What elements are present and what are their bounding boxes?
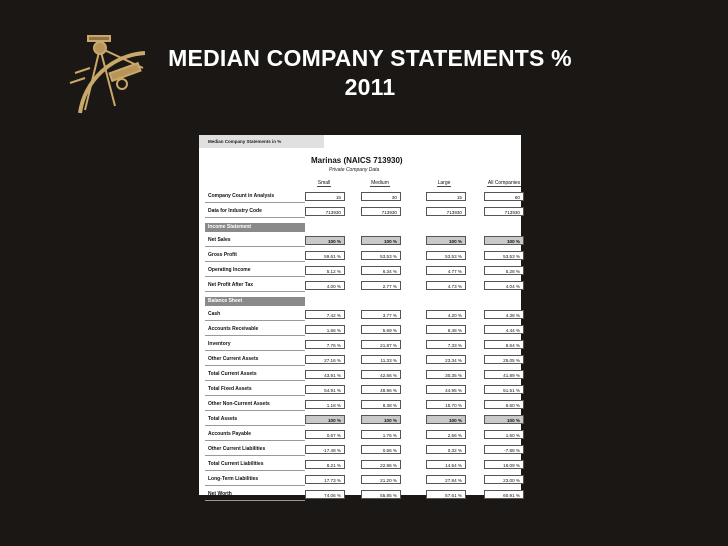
slide-title-line2: 2011 <box>344 74 396 100</box>
value-cell: 21.87 % <box>361 340 401 349</box>
value-cell: 60 <box>484 192 524 201</box>
column-header-label: All Companies <box>487 180 521 186</box>
value-cell: 5.28 % <box>484 266 524 275</box>
slide-title <box>155 44 585 102</box>
row-label: Long-Term Liabilities <box>208 476 259 482</box>
row-divider <box>205 485 305 486</box>
row-divider <box>205 335 305 336</box>
value-cell: 0.66 % <box>361 445 401 454</box>
value-cell: 30.35 % <box>426 370 466 379</box>
value-cell: 8.21 % <box>305 460 345 469</box>
column-header <box>299 180 349 186</box>
row-divider <box>205 440 305 441</box>
row-label: Accounts Payable <box>208 431 252 437</box>
row-label: Other Current Assets <box>208 356 259 362</box>
value-cell: 6.48 % <box>426 325 466 334</box>
value-cell: 41.89 % <box>484 370 524 379</box>
value-cell: 4.20 % <box>426 310 466 319</box>
table-row <box>205 385 520 395</box>
table-row <box>205 415 520 425</box>
column-header <box>479 180 529 186</box>
value-cell: 4.04 % <box>484 281 524 290</box>
column-header-label: Medium <box>371 180 389 186</box>
row-label: Cash <box>208 311 221 317</box>
statement-document <box>199 135 521 498</box>
row-label: Net Worth <box>208 491 232 497</box>
value-cell: 2.77 % <box>361 281 401 290</box>
row-label: Gross Profit <box>208 252 237 258</box>
slide-title-line1: MEDIAN COMPANY STATEMENTS % <box>168 45 572 71</box>
value-cell: 25.05 % <box>484 355 524 364</box>
value-cell: 15.70 % <box>426 400 466 409</box>
table-row <box>205 460 520 470</box>
row-label: Other Non-Current Assets <box>208 401 270 407</box>
table-row <box>205 192 520 202</box>
section-header: Balance Sheet <box>205 297 305 306</box>
value-cell: 30 <box>361 192 401 201</box>
value-cell: 48.96 % <box>361 385 401 394</box>
value-cell: 0.67 % <box>305 430 345 439</box>
value-cell: 0.32 % <box>426 445 466 454</box>
row-label: Net Profit After Tax <box>208 282 254 288</box>
row-divider <box>205 276 305 277</box>
value-cell: 60.91 % <box>484 490 524 499</box>
value-cell: 74.06 % <box>305 490 345 499</box>
row-divider <box>205 395 305 396</box>
row-divider <box>205 380 305 381</box>
table-row <box>205 325 520 335</box>
document-title: Marinas (NAICS 713930) <box>311 156 403 165</box>
value-cell: 21.20 % <box>361 475 401 484</box>
table-row <box>205 281 520 291</box>
table-row <box>205 266 520 276</box>
value-cell: 43.91 % <box>305 370 345 379</box>
value-cell: 4.77 % <box>426 266 466 275</box>
value-cell: 100 % <box>361 236 401 245</box>
value-cell: 4.00 % <box>305 281 345 290</box>
column-header-label: Small <box>317 180 331 186</box>
table-row <box>205 310 520 320</box>
value-cell: 7.76 % <box>305 340 345 349</box>
value-cell: 7.42 % <box>305 310 345 319</box>
row-divider <box>205 365 305 366</box>
row-divider <box>205 410 305 411</box>
value-cell: 27.16 % <box>305 355 345 364</box>
column-header-label: Large <box>437 180 451 186</box>
table-row <box>205 340 520 350</box>
value-cell: 57.61 % <box>426 490 466 499</box>
value-cell: 713930 <box>361 207 401 216</box>
section-header: Income Statement <box>205 223 305 232</box>
value-cell: 51.51 % <box>484 385 524 394</box>
value-cell: 100 % <box>305 415 345 424</box>
value-cell: 4.44 % <box>484 325 524 334</box>
value-cell: 1.66 % <box>305 325 345 334</box>
value-cell: 59.61 % <box>305 251 345 260</box>
table-row <box>205 236 520 246</box>
row-divider <box>205 425 305 426</box>
document-subtitle: Private Company Data <box>329 167 380 173</box>
value-cell: 100 % <box>484 236 524 245</box>
value-cell: 5.12 % <box>305 266 345 275</box>
value-cell: 22.96 % <box>361 460 401 469</box>
row-divider <box>205 291 305 292</box>
value-cell: -17.48 % <box>305 445 345 454</box>
value-cell: 2.66 % <box>426 430 466 439</box>
row-label: Total Assets <box>208 416 238 422</box>
value-cell: 100 % <box>484 415 524 424</box>
value-cell: 55.85 % <box>361 490 401 499</box>
value-cell: 713930 <box>426 207 466 216</box>
row-label: Total Fixed Assets <box>208 386 252 392</box>
value-cell: 53.53 % <box>361 251 401 260</box>
value-cell: 100 % <box>305 236 345 245</box>
value-cell: 15 <box>305 192 345 201</box>
row-divider <box>205 261 305 262</box>
row-divider <box>205 217 305 218</box>
value-cell: 15 <box>426 192 466 201</box>
row-label: Other Current Liabilities <box>208 446 266 452</box>
row-divider <box>205 246 305 247</box>
value-cell: 100 % <box>426 415 466 424</box>
sextant-icon <box>60 28 160 128</box>
value-cell: 27.84 % <box>426 475 466 484</box>
column-header <box>419 180 469 186</box>
value-cell: 16.09 % <box>484 460 524 469</box>
value-cell: 11.33 % <box>361 355 401 364</box>
row-divider <box>205 500 305 501</box>
value-cell: 6.60 % <box>484 400 524 409</box>
value-cell: 23.00 % <box>484 475 524 484</box>
value-cell: 7.33 % <box>426 340 466 349</box>
row-divider <box>205 202 305 203</box>
value-cell: 100 % <box>426 236 466 245</box>
row-label: Total Current Liabilities <box>208 461 264 467</box>
row-label: Data for Industry Code <box>208 208 262 214</box>
table-row <box>205 490 520 500</box>
value-cell: 44.95 % <box>426 385 466 394</box>
value-cell: 53.53 % <box>484 251 524 260</box>
value-cell: 1.18 % <box>305 400 345 409</box>
table-row <box>205 400 520 410</box>
value-cell: 1.60 % <box>484 430 524 439</box>
row-label: Accounts Receivable <box>208 326 259 332</box>
document-tab-label: Median Company Statements in % <box>199 135 324 148</box>
table-row <box>205 370 520 380</box>
value-cell: 6.34 % <box>361 266 401 275</box>
row-label: Operating Income <box>208 267 251 273</box>
table-row <box>205 251 520 261</box>
table-row <box>205 430 520 440</box>
value-cell: 23.34 % <box>426 355 466 364</box>
row-label: Net Sales <box>208 237 231 243</box>
table-row <box>205 475 520 485</box>
value-cell: 3.77 % <box>361 310 401 319</box>
row-divider <box>205 470 305 471</box>
value-cell: 54.91 % <box>305 385 345 394</box>
value-cell: 53.53 % <box>426 251 466 260</box>
value-cell: 17.73 % <box>305 475 345 484</box>
value-cell: -7.88 % <box>484 445 524 454</box>
row-divider <box>205 320 305 321</box>
table-row <box>205 445 520 455</box>
value-cell: 713930 <box>305 207 345 216</box>
value-cell: 5.69 % <box>361 325 401 334</box>
row-label: Total Current Assets <box>208 371 257 377</box>
value-cell: 8.38 % <box>361 400 401 409</box>
table-row <box>205 355 520 365</box>
row-label: Company Count in Analysis <box>208 193 275 199</box>
value-cell: 1.76 % <box>361 430 401 439</box>
value-cell: 100 % <box>361 415 401 424</box>
value-cell: 14.54 % <box>426 460 466 469</box>
table-row <box>205 207 520 217</box>
value-cell: 713930 <box>484 207 524 216</box>
value-cell: 4.38 % <box>484 310 524 319</box>
value-cell: 4.73 % <box>426 281 466 290</box>
value-cell: 8.64 % <box>484 340 524 349</box>
row-label: Inventory <box>208 341 231 347</box>
value-cell: 42.66 % <box>361 370 401 379</box>
column-header <box>355 180 405 186</box>
row-divider <box>205 350 305 351</box>
row-divider <box>205 455 305 456</box>
